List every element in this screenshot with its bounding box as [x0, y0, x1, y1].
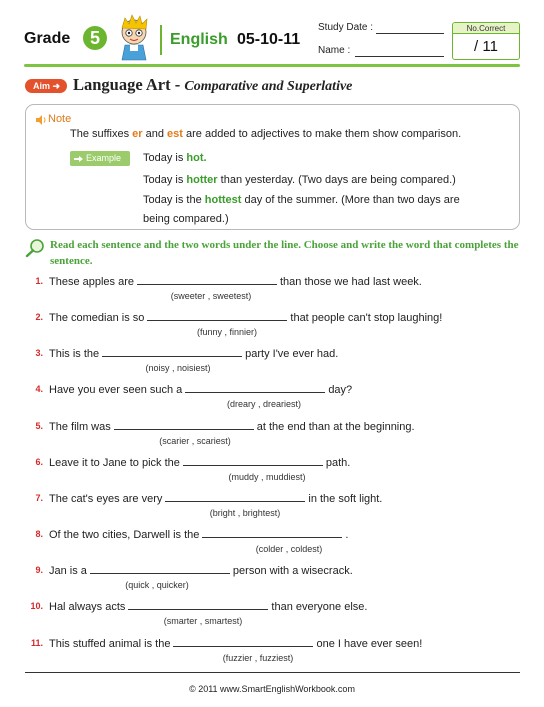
- example-highlight: hotter: [186, 174, 218, 186]
- question-sentence: [49, 636, 422, 652]
- sentence-before: Jan is a: [49, 565, 87, 577]
- question-number: 6.: [35, 457, 43, 467]
- sentence-after: than everyone else.: [271, 601, 368, 613]
- word-choices: (colder , coldest): [255, 544, 323, 554]
- instructions: Read each sentence and the two words under the line. Choose and write the word that completes the sentence.: [50, 239, 519, 267]
- example-text: Today is: [143, 174, 187, 186]
- copyright-text: 2011 www.SmartEnglishWorkbook.com: [195, 684, 355, 694]
- question-number: 2.: [35, 312, 43, 322]
- magnifier-icon: [25, 238, 47, 258]
- answer-blank[interactable]: [128, 599, 268, 610]
- example-line: [143, 194, 460, 206]
- word-choices: (dreary , dreariest): [226, 399, 302, 409]
- example-badge: [70, 151, 130, 166]
- answer-blank[interactable]: [183, 455, 323, 466]
- answer-blank[interactable]: [202, 527, 342, 538]
- question-7: [25, 491, 520, 521]
- question-number: 1.: [35, 276, 43, 286]
- question-8: [25, 527, 520, 557]
- footer-divider: [25, 672, 520, 673]
- grade-label: Grade: [24, 30, 71, 47]
- sentence-before: The comedian is so: [49, 312, 145, 324]
- subject-title: English: [170, 31, 228, 48]
- boy-mascot-icon: [112, 12, 156, 62]
- question-number: 4.: [35, 384, 43, 394]
- score-box: [452, 22, 520, 60]
- footer-copyright: [0, 684, 544, 694]
- sentence-after: than those we had last week.: [280, 276, 422, 288]
- example-line: [143, 174, 456, 186]
- sentence-after: party I've ever had.: [245, 348, 339, 360]
- sentence-before: Have you ever seen such a: [49, 384, 183, 396]
- example-badge-label: Example: [86, 153, 122, 163]
- aim-badge: Aim ➜: [25, 79, 67, 93]
- title-topic: Comparative and Superlative: [184, 79, 353, 94]
- copyright-symbol: ©: [189, 684, 196, 694]
- question-sentence: [49, 346, 338, 362]
- example-highlight: hottest: [204, 194, 242, 206]
- question-number: 11.: [30, 638, 43, 648]
- score-value[interactable]: / 11: [474, 38, 498, 55]
- question-sentence: [49, 599, 367, 615]
- worksheet-code: 05-10-11: [237, 31, 301, 48]
- aim-badge-label: Aim: [33, 81, 51, 91]
- word-choices: (sweeter , sweetest): [170, 291, 252, 301]
- header-separator: [160, 25, 162, 55]
- note-text-part: are added to adjectives to make them show comparison.: [182, 128, 462, 140]
- question-sentence: [49, 419, 415, 435]
- sentence-before: This is the: [49, 348, 100, 360]
- example-text: being compared.): [143, 213, 229, 225]
- sentence-after: one I have ever seen!: [316, 638, 423, 650]
- word-choices: (muddy , muddiest): [228, 472, 306, 482]
- sentence-before: These apples are: [49, 276, 134, 288]
- question-number: 5.: [35, 421, 43, 431]
- score-label: No.Correct: [453, 23, 519, 34]
- answer-blank[interactable]: [90, 563, 230, 574]
- example-line: [143, 152, 207, 164]
- example-text: day of the summer. (More than two days are: [241, 194, 460, 206]
- suffix-er: er: [132, 128, 143, 140]
- question-4: [25, 382, 520, 412]
- grade-number-badge: 5: [83, 26, 107, 50]
- word-choices: (funny , finnier): [196, 327, 258, 337]
- word-choices: (bright , brightest): [209, 508, 281, 518]
- note-box: [25, 104, 520, 230]
- answer-blank[interactable]: [165, 491, 305, 502]
- word-choices: (quick , quicker): [125, 580, 189, 590]
- question-sentence: [49, 491, 382, 507]
- suffix-est: est: [167, 128, 183, 140]
- question-sentence: [49, 382, 352, 398]
- sentence-before: The film was: [49, 421, 111, 433]
- answer-blank[interactable]: [173, 636, 313, 647]
- sentence-after: in the soft light.: [308, 493, 383, 505]
- sentence-before: Leave it to Jane to pick the: [49, 457, 180, 469]
- sentence-after: path.: [325, 457, 351, 469]
- question-sentence: [49, 310, 442, 326]
- question-number: 7.: [35, 493, 43, 503]
- example-line: [143, 213, 229, 225]
- question-5: [25, 419, 520, 449]
- note-text-part: and: [142, 128, 168, 140]
- sentence-before: Hal always acts: [49, 601, 126, 613]
- sentence-before: Of the two cities, Darwell is the: [49, 529, 200, 541]
- study-date-field[interactable]: [376, 33, 444, 34]
- sentence-before: The cat's eyes are very: [49, 493, 163, 505]
- answer-blank[interactable]: [102, 346, 242, 357]
- note-text-part: The suffixes: [70, 128, 133, 140]
- question-sentence: [49, 455, 350, 471]
- title-separator: -: [170, 75, 185, 94]
- note-text: [70, 128, 461, 140]
- question-3: [25, 346, 520, 376]
- sentence-after: person with a wisecrack.: [232, 565, 353, 577]
- example-text: Today is the: [143, 194, 205, 206]
- question-sentence: [49, 563, 353, 579]
- study-date-label: Study Date :: [318, 22, 374, 33]
- question-sentence: [49, 274, 422, 290]
- question-2: [25, 310, 520, 340]
- example-highlight: hot.: [186, 152, 207, 164]
- question-number: 3.: [35, 348, 43, 358]
- note-label: Note: [48, 113, 72, 125]
- answer-blank[interactable]: [185, 382, 325, 393]
- question-10: [25, 599, 520, 629]
- word-choices: (smarter , smartest): [163, 616, 243, 626]
- name-label: Name :: [318, 45, 351, 56]
- word-choices: (scarier , scariest): [159, 436, 231, 446]
- header-divider: [24, 64, 520, 67]
- sentence-after: at the end than at the beginning.: [256, 421, 415, 433]
- speaker-icon: [35, 114, 47, 126]
- question-9: [25, 563, 520, 593]
- question-number: 10.: [30, 601, 43, 611]
- answer-blank[interactable]: [147, 310, 287, 321]
- sentence-after: .: [345, 529, 349, 541]
- question-number: 8.: [35, 529, 43, 539]
- example-text: than yesterday. (Two days are being compared.): [217, 174, 456, 186]
- page-title: [73, 75, 352, 95]
- name-field[interactable]: [355, 56, 444, 57]
- word-choices: (noisy , noisiest): [145, 363, 211, 373]
- example-text: Today is: [143, 152, 187, 164]
- answer-blank[interactable]: [137, 274, 277, 285]
- sentence-before: This stuffed animal is the: [49, 638, 171, 650]
- sentence-after: day?: [328, 384, 353, 396]
- title-main: Language Art: [73, 75, 171, 94]
- pointing-hand-icon: [73, 153, 84, 164]
- question-6: [25, 455, 520, 485]
- question-1: [25, 274, 520, 304]
- sentence-after: that people can't stop laughing!: [290, 312, 443, 324]
- word-choices: (fuzzier , fuzziest): [222, 653, 294, 663]
- question-sentence: [49, 527, 348, 543]
- question-11: [25, 636, 520, 666]
- answer-blank[interactable]: [114, 419, 254, 430]
- question-number: 9.: [35, 565, 43, 575]
